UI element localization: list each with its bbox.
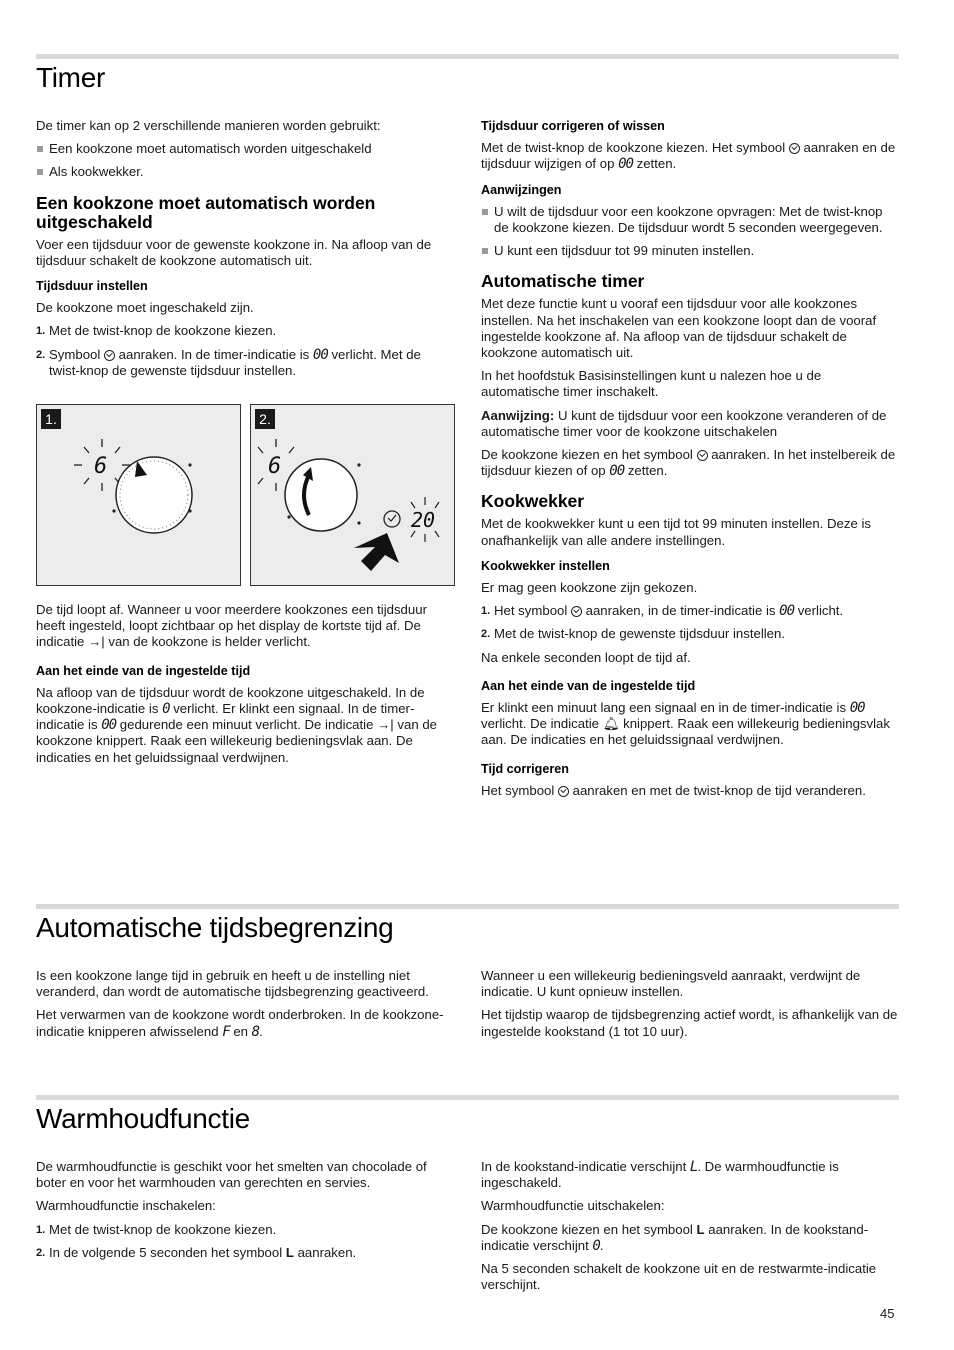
segment-display: 0 bbox=[592, 1237, 600, 1254]
segment-display: 0 bbox=[162, 701, 170, 718]
step-item: 2. Symbool aanraken. In de timer-indicatie is 00 verlicht. Met de twist-knop de gewenste tijdsduur instellen. bbox=[36, 346, 421, 378]
auto-timer-p1: Met deze functie kunt u vooraf een tijdsduur voor alle kookzones instellen. Na het inschakelen van een kookzone loopt dan de vooraf ingestelde kookzone af. Na afloop van de tijdsduur schakelt de kookzone automatisch uit. bbox=[481, 296, 877, 361]
section-title-auto-limit: Automatische tijdsbegrenzing bbox=[36, 912, 394, 943]
keep-warm-p1: De warmhoudfunctie is geschikt voor het smelten van chocolade of boter en voor het warmhouden van gerechten en servies. bbox=[36, 1159, 427, 1191]
heading-correct-time: Tijd corrigeren bbox=[481, 761, 569, 776]
timer-value: 20 bbox=[411, 508, 436, 532]
heading-end-of-time: Aan het einde van de ingestelde tijd bbox=[36, 663, 251, 678]
section-rule-auto-limit bbox=[36, 904, 899, 909]
step-item: 1. Met de twist-knop de kookzone kiezen. bbox=[36, 323, 277, 339]
timer-symbol-icon bbox=[558, 786, 569, 797]
zone-digit: 6 bbox=[268, 454, 282, 479]
step-number: 1. bbox=[36, 325, 46, 338]
segment-display: 00 bbox=[618, 156, 633, 173]
keep-warm-steps bbox=[36, 1222, 454, 1261]
heading-auto-off: Een kookzone moet automatisch worden uitgeschakeld bbox=[36, 192, 376, 232]
step-number: 2. bbox=[481, 628, 491, 641]
keep-warm-symbol: L bbox=[696, 1221, 705, 1237]
segment-display: 00 bbox=[609, 463, 625, 480]
heading-correct-duration: Tijdsduur corrigeren of wissen bbox=[481, 119, 665, 133]
heading-kitchen-timer-end: Aan het einde van de ingestelde tijd bbox=[481, 678, 696, 693]
timer-symbol-icon bbox=[571, 606, 582, 617]
segment-display: 00 bbox=[101, 717, 117, 734]
correct-time-text: Het symbool aanraken en met de twist-knop de tijd veranderen. bbox=[481, 782, 866, 798]
list-item: Een kookzone moet automatisch worden uitgeschakeld bbox=[36, 141, 454, 157]
bell-icon: 🔔︎ bbox=[602, 716, 620, 732]
twist-knob-timer-illustration bbox=[251, 405, 454, 585]
segment-display: 00 bbox=[312, 346, 328, 363]
kitchen-timer-after: Na enkele seconden loopt de tijd af. bbox=[481, 649, 691, 665]
timer-symbol-icon bbox=[104, 350, 115, 361]
timer-right-column bbox=[481, 108, 899, 806]
keep-warm-r2: De kookzone kiezen en het symbool L aanraken. In de kookstand-indicatie verschijnt 0. bbox=[481, 1221, 869, 1254]
step-item: 2. Met de twist-knop de gewenste tijdsduur instellen. bbox=[481, 626, 786, 642]
heading-kitchen-timer-set: Kookwekker instellen bbox=[481, 558, 610, 573]
figure-step-1 bbox=[36, 404, 241, 586]
auto-limit-p4: Het tijdstip waarop de tijdsbegrenzing actief wordt, is afhankelijk van de ingestelde kookstand (1 tot 10 uur). bbox=[481, 1007, 898, 1039]
active-zone-icon: →| bbox=[88, 634, 105, 650]
twist-knob-illustration bbox=[37, 405, 240, 585]
end-of-time-text: Na afloop van de tijdsduur wordt de kookzone uitgeschakeld. In de kookzone-indicatie is 0 verlicht. Er klinkt een signaal. In de timer-indicatie is 00 gedurende een minuut verlicht. De indicatie →| van de kookzone knippert. Raak een willekeurig bedieningsvlak aan. De indicaties en het geluidssignaal verdwijnen. bbox=[36, 684, 438, 765]
step-item: 1. Het symbool aanraken, in de timer-indicatie is 00 verlicht. bbox=[481, 603, 844, 620]
timer-symbol-icon bbox=[697, 450, 708, 461]
auto-timer-p2: In het hoofdstuk Basisinstellingen kunt u nalezen hoe u de automatische timer inschakelt. bbox=[481, 368, 822, 400]
timer-usage-list bbox=[36, 141, 454, 180]
auto-limit-p3: Wanneer u een willekeurig bedieningsveld aanraakt, verdwijnt de indicatie. U kunt opnieuw instellen. bbox=[481, 968, 861, 1000]
auto-limit-p2: Het verwarmen van de kookzone wordt onderbroken. In de kookzone-indicatie knipperen afwisselend F en 8. bbox=[36, 1007, 444, 1040]
timer-symbol-icon bbox=[789, 143, 800, 154]
step-number: 2. bbox=[36, 348, 46, 361]
step-item: 1. Met de twist-knop de kookzone kiezen. bbox=[36, 1221, 277, 1237]
step-number: 1. bbox=[481, 605, 491, 618]
section-rule-timer bbox=[36, 54, 899, 59]
step-number: 1. bbox=[36, 1223, 46, 1236]
keep-warm-r3: Na 5 seconden schakelt de kookzone uit en de restwarmte-indicatie verschijnt. bbox=[481, 1261, 877, 1293]
figure-label: 2. bbox=[255, 409, 275, 429]
auto-limit-right-column bbox=[481, 968, 899, 1047]
active-zone-icon: →| bbox=[377, 717, 394, 733]
set-duration-precondition: De kookzone moet ingeschakeld zijn. bbox=[36, 300, 254, 316]
auto-limit-p1: Is een kookzone lange tijd in gebruik en heeft u de instelling niet veranderd, dan wordt de automatische tijdsbegrenzing geactiveerd. bbox=[36, 968, 429, 1000]
auto-timer-p3: De kookzone kiezen en het symbool aanraken. In het instelbereik de tijdsduur kiezen of op 00 zetten. bbox=[481, 447, 896, 480]
heading-automatic-timer: Automatische timer bbox=[481, 271, 645, 292]
figure-step-2 bbox=[250, 404, 455, 586]
timer-intro: De timer kan op 2 verschillende manieren worden gebruikt: bbox=[36, 118, 381, 133]
figure-label: 1. bbox=[41, 409, 61, 429]
kitchen-timer-steps bbox=[481, 603, 899, 642]
section-rule-keep-warm bbox=[36, 1095, 899, 1100]
timer-left-column bbox=[36, 118, 454, 386]
segment-display: 00 bbox=[779, 603, 795, 620]
list-item: Als kookwekker. bbox=[36, 164, 454, 180]
segment-display: 00 bbox=[849, 700, 865, 717]
section-title-timer: Timer bbox=[36, 62, 106, 93]
segment-display: F bbox=[222, 1023, 230, 1040]
heading-set-duration: Tijdsduur instellen bbox=[36, 279, 148, 294]
keep-warm-off-label: Warmhoudfunctie uitschakelen: bbox=[481, 1198, 665, 1214]
kitchen-timer-end-text: Er klinkt een minuut lang een signaal en in de timer-indicatie is 00 verlicht. De indicatie 🔔︎ knippert. Raak een willekeurig bedieningsvlak aan. De indicaties en het geluidssignaal verdwijnen. bbox=[481, 700, 890, 748]
heading-notes: Aanwijzingen bbox=[481, 182, 562, 197]
step-item: 2. In de volgende 5 seconden het symbool L aanraken. bbox=[36, 1244, 357, 1260]
keep-warm-r1: In de kookstand-indicatie verschijnt L. De warmhoudfunctie is ingeschakeld. bbox=[481, 1159, 839, 1191]
auto-timer-note: Aanwijzing: U kunt de tijdsduur voor een kookzone veranderen of de automatische timer voor de kookzone uitschakelen bbox=[481, 407, 887, 439]
heading-kitchen-timer: Kookwekker bbox=[481, 491, 585, 512]
running-text: De tijd loopt af. Wanneer u voor meerdere kookzones een tijdsduur heeft ingesteld, loopt zichtbaar op het display de kortste tijd af. De indicatie →| van de kookzone is helder verlicht. bbox=[36, 602, 427, 650]
step-number: 2. bbox=[36, 1246, 46, 1259]
list-item: U wilt de tijdsduur voor een kookzone opvragen: Met de twist-knop de kookzone kiezen. De tijdsduur wordt 5 seconden weergegeven. bbox=[481, 204, 899, 236]
keep-warm-symbol: L bbox=[285, 1244, 294, 1260]
set-duration-steps bbox=[36, 323, 454, 379]
keep-warm-left-column bbox=[36, 1159, 454, 1268]
auto-limit-left-column bbox=[36, 968, 454, 1047]
instruction-figures bbox=[36, 404, 456, 587]
section-title-keep-warm: Warmhoudfunctie bbox=[36, 1103, 250, 1134]
notes-list bbox=[481, 204, 899, 260]
keep-warm-on-label: Warmhoudfunctie inschakelen: bbox=[36, 1198, 216, 1214]
page-number: 45 bbox=[880, 1306, 895, 1321]
kitchen-timer-p1: Met de kookwekker kunt u een tijd tot 99 minuten instellen. Deze is onafhankelijk van alle andere instellingen. bbox=[481, 516, 871, 548]
kitchen-timer-precondition: Er mag geen kookzone zijn gekozen. bbox=[481, 580, 698, 596]
segment-display: 8 bbox=[251, 1023, 260, 1040]
list-item: U kunt een tijdsduur tot 99 minuten instellen. bbox=[481, 243, 899, 259]
keep-warm-right-column bbox=[481, 1159, 899, 1300]
correct-duration-text: Met de twist-knop de kookzone kiezen. Het symbool aanraken en de tijdsduur wijzigen of op 00 zetten. bbox=[481, 140, 896, 173]
auto-off-text: Voer een tijdsduur voor de gewenste kookzone in. Na afloop van de tijdsduur schakelt de kookzone automatisch uit. bbox=[36, 236, 432, 268]
timer-left-column-lower bbox=[36, 602, 454, 773]
segment-display: L bbox=[689, 1159, 698, 1175]
zone-digit: 6 bbox=[94, 454, 108, 479]
